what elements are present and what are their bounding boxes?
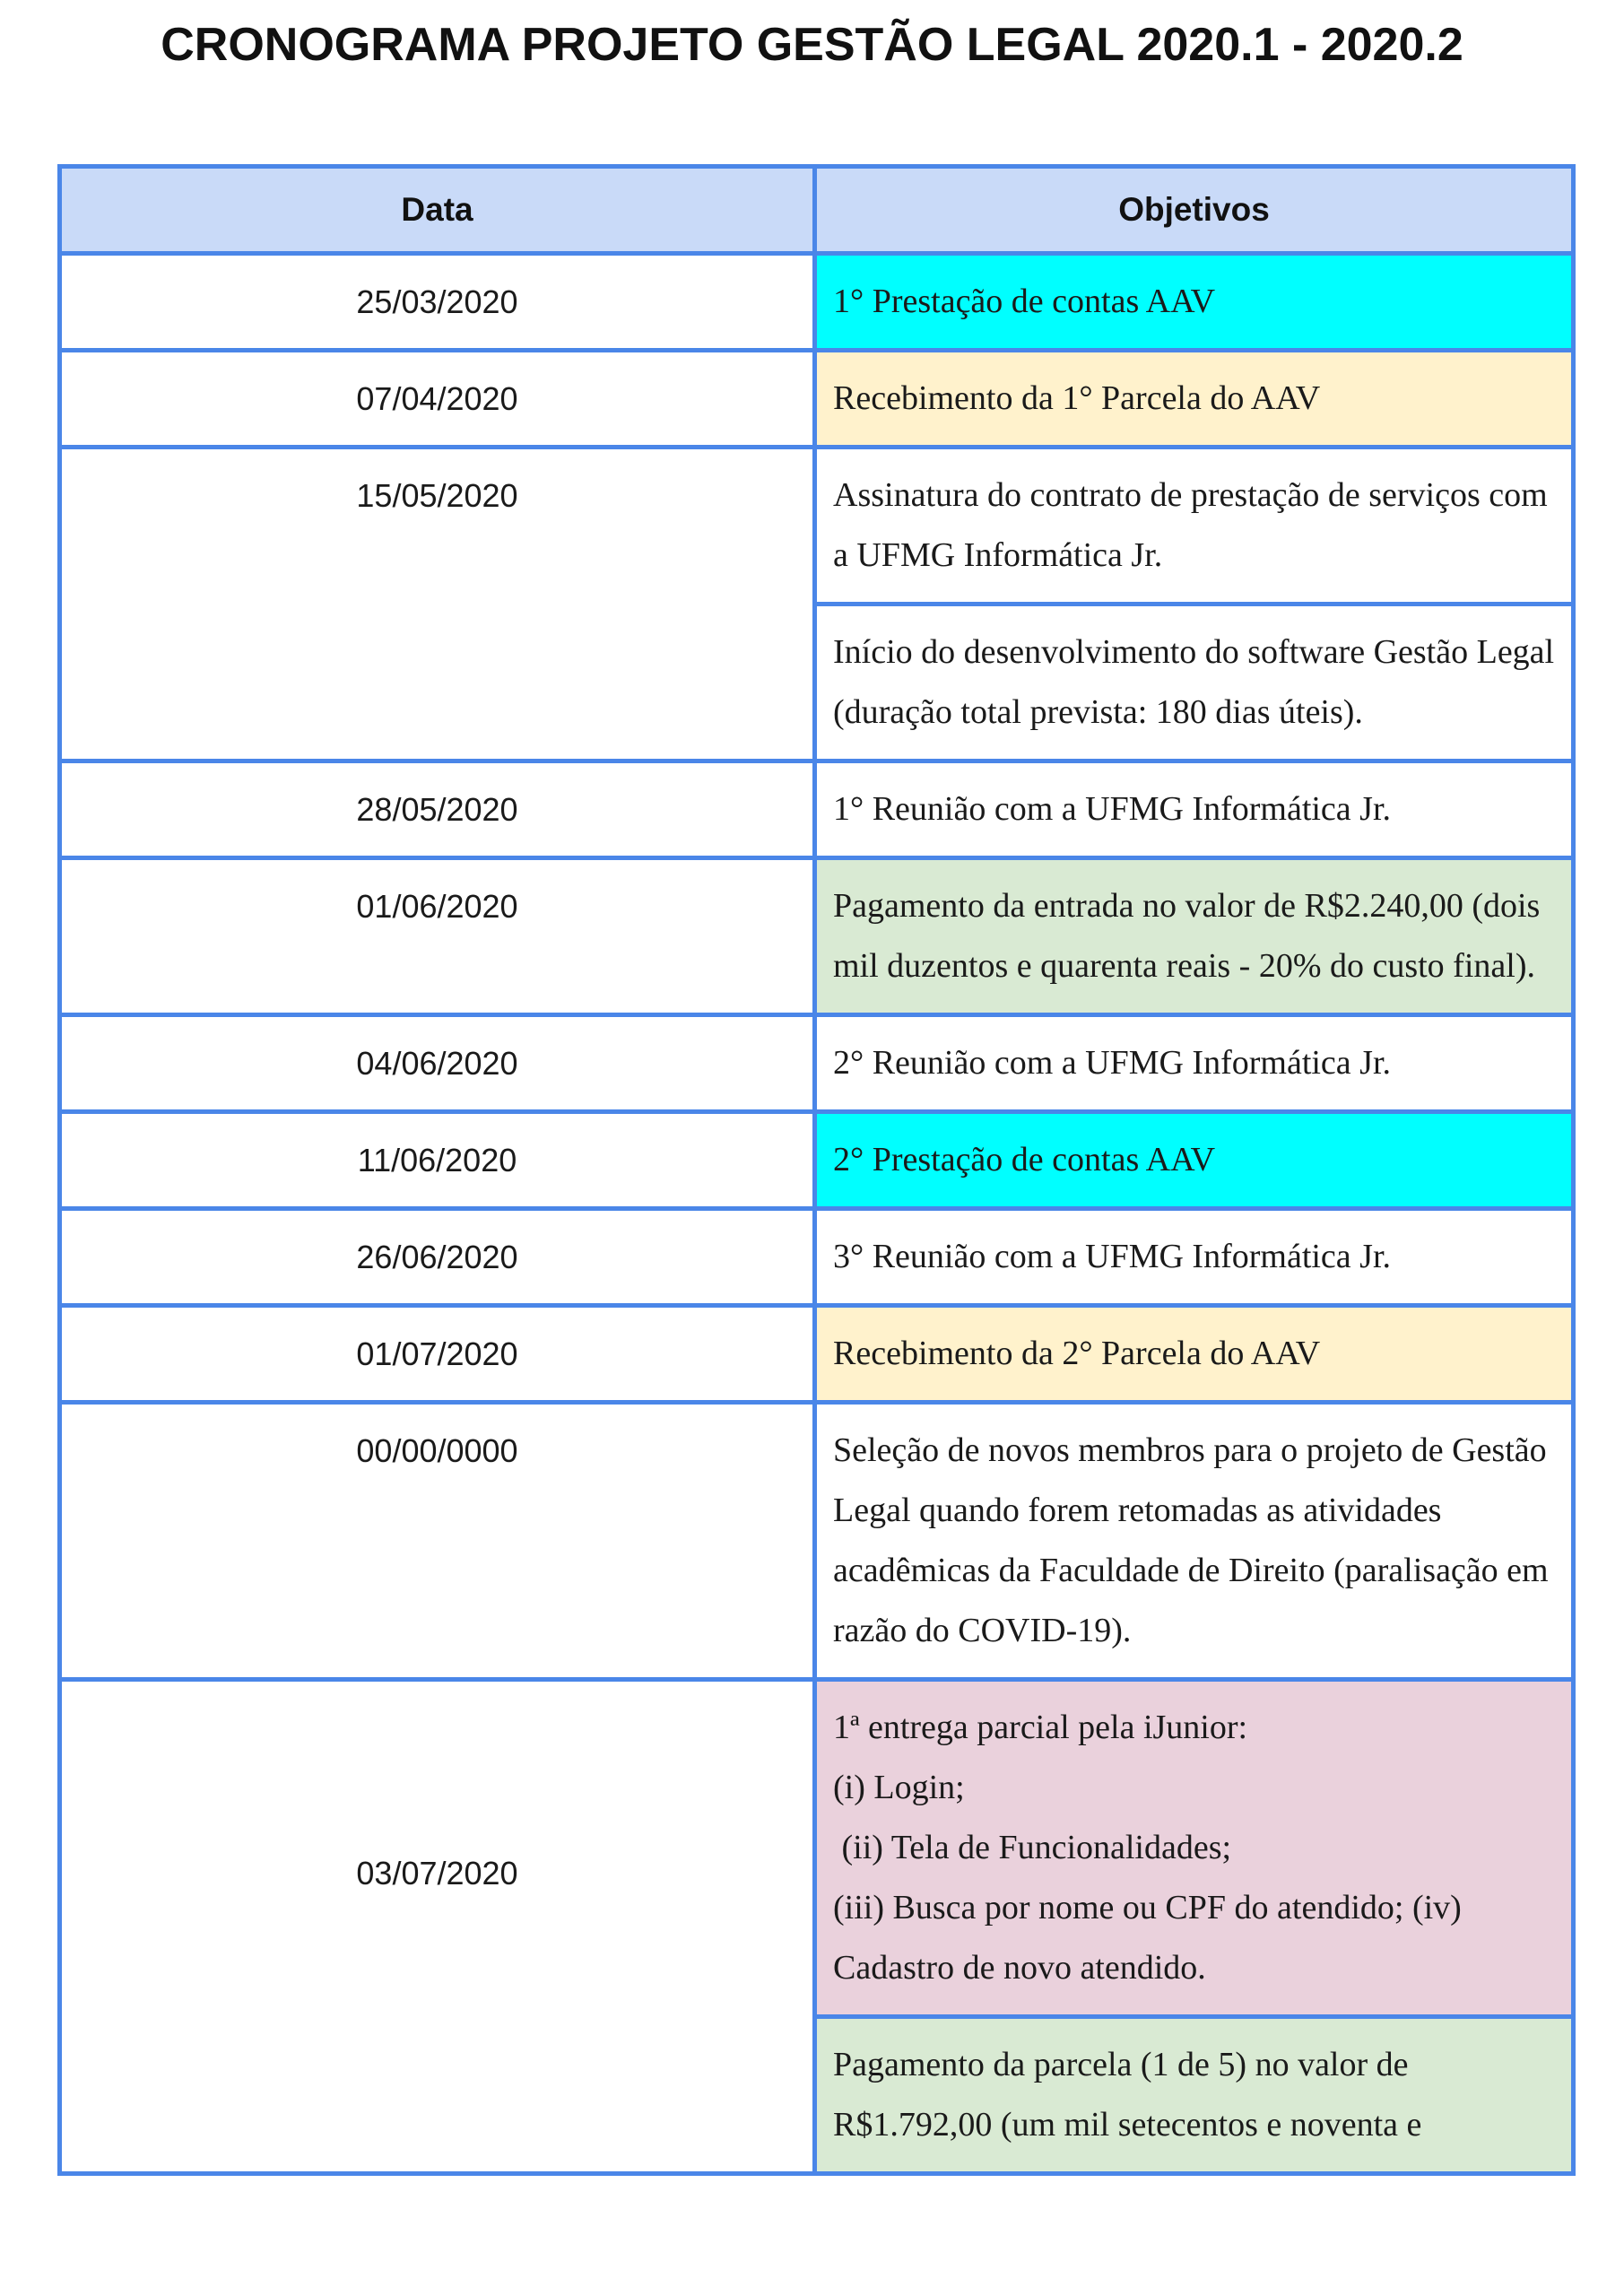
date-cell: 03/07/2020	[60, 1680, 815, 2174]
objective-cell: Recebimento da 2° Parcela do AAV	[815, 1306, 1574, 1403]
objective-cell: 1° Prestação de contas AAV	[815, 254, 1574, 351]
date-column-header: Data	[60, 167, 815, 254]
schedule-table-body	[60, 254, 1574, 2174]
date-cell: 04/06/2020	[60, 1015, 815, 1112]
document-title: CRONOGRAMA PROJETO GESTÃO LEGAL 2020.1 - 2020.2	[161, 19, 1463, 71]
objective-cell: 2° Prestação de contas AAV	[815, 1112, 1574, 1209]
table-row	[60, 1680, 1574, 2017]
date-cell: 28/05/2020	[60, 761, 815, 858]
table-row	[60, 351, 1574, 448]
objective-cell: Pagamento da parcela (1 de 5) no valor de R$1.792,00 (um mil setecentos e noventa e	[815, 2017, 1574, 2174]
date-cell: 15/05/2020	[60, 448, 815, 761]
date-cell: 00/00/0000	[60, 1403, 815, 1680]
table-row	[60, 1403, 1574, 1680]
date-cell: 07/04/2020	[60, 351, 815, 448]
objective-cell: 1ª entrega parcial pela iJunior: (i) Login; (ii) Tela de Funcionalidades; (iii) Busca por nome ou CPF do atendido; (iv) Cadastro de novo atendido.	[815, 1680, 1574, 2017]
objectives-column-header: Objetivos	[815, 167, 1574, 254]
table-row	[60, 1209, 1574, 1306]
objective-cell: Início do desenvolvimento do software Gestão Legal (duração total prevista: 180 dias úteis).	[815, 604, 1574, 761]
date-cell: 26/06/2020	[60, 1209, 815, 1306]
table-row	[60, 448, 1574, 604]
objective-cell: Seleção de novos membros para o projeto de Gestão Legal quando forem retomadas as atividades acadêmicas da Faculdade de Direito (paralisação em razão do COVID-19).	[815, 1403, 1574, 1680]
table-row	[60, 254, 1574, 351]
table-row	[60, 1306, 1574, 1403]
schedule-table	[57, 164, 1576, 2176]
table-row	[60, 858, 1574, 1015]
table-row	[60, 1112, 1574, 1209]
table-row	[60, 1015, 1574, 1112]
date-cell: 01/07/2020	[60, 1306, 815, 1403]
table-row	[60, 761, 1574, 858]
date-cell: 01/06/2020	[60, 858, 815, 1015]
objective-cell: 3° Reunião com a UFMG Informática Jr.	[815, 1209, 1574, 1306]
objective-cell: 2° Reunião com a UFMG Informática Jr.	[815, 1015, 1574, 1112]
objective-cell: Assinatura do contrato de prestação de serviços com a UFMG Informática Jr.	[815, 448, 1574, 604]
date-cell: 11/06/2020	[60, 1112, 815, 1209]
objective-cell: Pagamento da entrada no valor de R$2.240,00 (dois mil duzentos e quarenta reais - 20% do custo final).	[815, 858, 1574, 1015]
objective-cell: 1° Reunião com a UFMG Informática Jr.	[815, 761, 1574, 858]
objective-cell: Recebimento da 1° Parcela do AAV	[815, 351, 1574, 448]
table-header-row	[60, 167, 1574, 254]
date-cell: 25/03/2020	[60, 254, 815, 351]
